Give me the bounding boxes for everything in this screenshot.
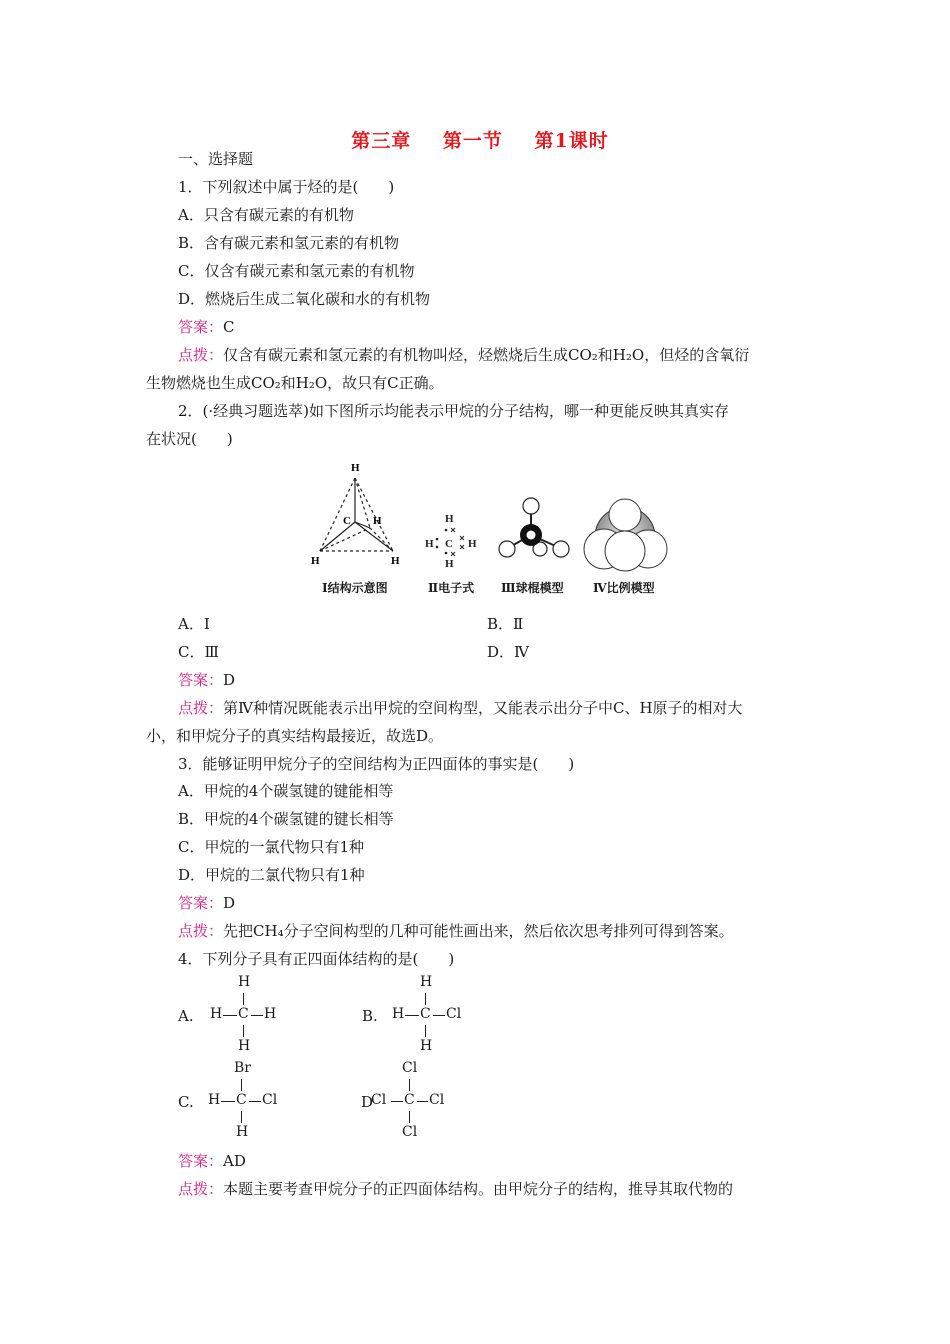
section-label: 一、选择题 xyxy=(178,150,254,168)
tip-label: 点拨： xyxy=(178,1180,224,1198)
q2-tip-line2: 小，和甲烷分子的真实结构最接近，故选D。 xyxy=(146,727,444,745)
q3-tip xyxy=(178,921,734,941)
tip-label: 点拨： xyxy=(178,922,224,940)
q1-tip-line1 xyxy=(178,345,749,365)
atom-bottom: Cl xyxy=(402,1124,418,1140)
atom-top: Br xyxy=(234,1060,251,1076)
electron-formula-figure xyxy=(420,508,490,568)
tetrahedron-figure xyxy=(308,458,418,573)
q3-option-c: C．甲烷的一氯代物只有1种 xyxy=(178,838,365,856)
tip-text: 第Ⅳ种情况既能表示出甲烷的空间构型，又能表示出分子中C、H原子的相对大 xyxy=(223,699,743,717)
q2-option-d: D．Ⅳ xyxy=(487,643,530,661)
q4-letter-a: A. xyxy=(178,1007,194,1025)
atom-h-top: H xyxy=(351,462,360,474)
page-title xyxy=(0,126,950,153)
answer-label: 答案： xyxy=(178,1152,224,1170)
q2-stem-line2: 在状况( ) xyxy=(146,430,233,448)
atom-top: Cl xyxy=(402,1060,418,1076)
answer-value: C xyxy=(223,318,235,336)
answer-value: D xyxy=(223,894,236,912)
atom-left: Cl xyxy=(371,1092,387,1108)
q2-tip-line1 xyxy=(178,698,743,718)
atom-left: H xyxy=(210,1006,223,1022)
q4-letter-c: C. xyxy=(178,1093,194,1111)
ef-h-bottom: H xyxy=(445,558,454,568)
answer-label: 答案： xyxy=(178,894,224,912)
q1-option-b: B．含有碳元素和氢元素的有机物 xyxy=(178,234,400,252)
q2-option-b: B．Ⅱ xyxy=(487,615,524,633)
tip-text: 本题主要考查甲烷分子的正四面体结构。由甲烷分子的结构，推导其取代物的 xyxy=(223,1180,734,1198)
atom-left: H xyxy=(392,1006,405,1022)
q4-stem: 4．下列分子具有正四面体结构的是( ) xyxy=(178,950,455,968)
q3-option-d: D．甲烷的二氯代物只有1种 xyxy=(178,866,365,884)
fig-label-2: Ⅱ电子式 xyxy=(428,581,475,595)
answer-value: AD xyxy=(223,1152,246,1170)
atom-c: C xyxy=(343,515,351,527)
atom-right: H xyxy=(264,1006,277,1022)
fig-label-1: Ⅰ结构示意图 xyxy=(322,581,388,595)
answer-value: D xyxy=(223,671,236,689)
q4-letter-d: D xyxy=(361,1093,374,1111)
atom-bottom: H xyxy=(420,1038,433,1054)
q1-option-a: A．只含有碳元素的有机物 xyxy=(178,206,354,224)
fig-label-3: Ⅲ球棍模型 xyxy=(501,581,564,595)
atom-center: C xyxy=(420,1006,431,1022)
atom-center: C xyxy=(238,1006,249,1022)
atom-bottom: H xyxy=(236,1124,249,1140)
tip-label: 点拨： xyxy=(178,346,224,364)
atom-bottom: H xyxy=(238,1038,251,1054)
q3-answer xyxy=(178,893,235,913)
atom-h-back: H xyxy=(373,515,382,527)
answer-label: 答案： xyxy=(178,671,224,689)
q2-stem-line1: 2．(·经典习题选萃)如下图所示均能表示甲烷的分子结构，哪一种更能反映其真实存 xyxy=(178,402,730,420)
q1-option-d: D．燃烧后生成二氧化碳和水的有机物 xyxy=(178,290,431,308)
atom-top: H xyxy=(420,974,433,990)
q2-option-c: C．Ⅲ xyxy=(178,643,219,661)
atom-left: H xyxy=(208,1092,221,1108)
ef-c: C xyxy=(445,538,453,550)
atom-center: C xyxy=(404,1092,415,1108)
q1-option-c: C．仅含有碳元素和氢元素的有机物 xyxy=(178,262,415,280)
atom-right: Cl xyxy=(262,1092,278,1108)
q1-answer xyxy=(178,317,235,337)
q2-option-a: A．Ⅰ xyxy=(178,615,210,633)
ball-stick-figure xyxy=(494,493,584,568)
atom-top: H xyxy=(238,974,251,990)
ef-h-top: H xyxy=(445,513,454,525)
q4-letter-b: B. xyxy=(362,1007,378,1025)
q3-stem: 3．能够证明甲烷分子的空间结构为正四面体的事实是( ) xyxy=(178,755,575,773)
atom-right: Cl xyxy=(429,1092,445,1108)
tip-label: 点拨： xyxy=(178,699,224,717)
atom-right: Cl xyxy=(446,1006,462,1022)
q3-option-a: A．甲烷的4个碳氢键的键能相等 xyxy=(178,782,394,800)
q3-option-b: B．甲烷的4个碳氢键的键长相等 xyxy=(178,810,394,828)
atom-center: C xyxy=(236,1092,247,1108)
q4-tip xyxy=(178,1179,733,1199)
ef-h-right: H xyxy=(468,538,477,550)
fig-label-4: Ⅳ比例模型 xyxy=(593,581,655,595)
chapter: 第三章 xyxy=(351,130,412,152)
atom-h-left: H xyxy=(311,555,320,567)
q1-tip-line2: 生物燃烧也生成CO₂和H₂O，故只有C正确。 xyxy=(146,374,444,392)
answer-label: 答案： xyxy=(178,318,224,336)
q4-answer xyxy=(178,1151,246,1171)
q2-answer xyxy=(178,670,235,690)
tip-text: 先把CH₄分子空间构型的几种可能性画出来，然后依次思考排列可得到答案。 xyxy=(223,922,734,940)
section: 第一节 xyxy=(442,130,503,152)
tip-text: 仅含有碳元素和氢元素的有机物叫烃，烃燃烧后生成CO₂和H₂O，但烃的含氧衍 xyxy=(223,346,750,364)
atom-h-right: H xyxy=(391,555,400,567)
space-filling-figure xyxy=(578,493,673,573)
ef-h-left: H xyxy=(425,538,434,550)
q1-stem: 1．下列叙述中属于烃的是( ) xyxy=(178,178,395,196)
lesson: 第1课时 xyxy=(534,130,609,152)
